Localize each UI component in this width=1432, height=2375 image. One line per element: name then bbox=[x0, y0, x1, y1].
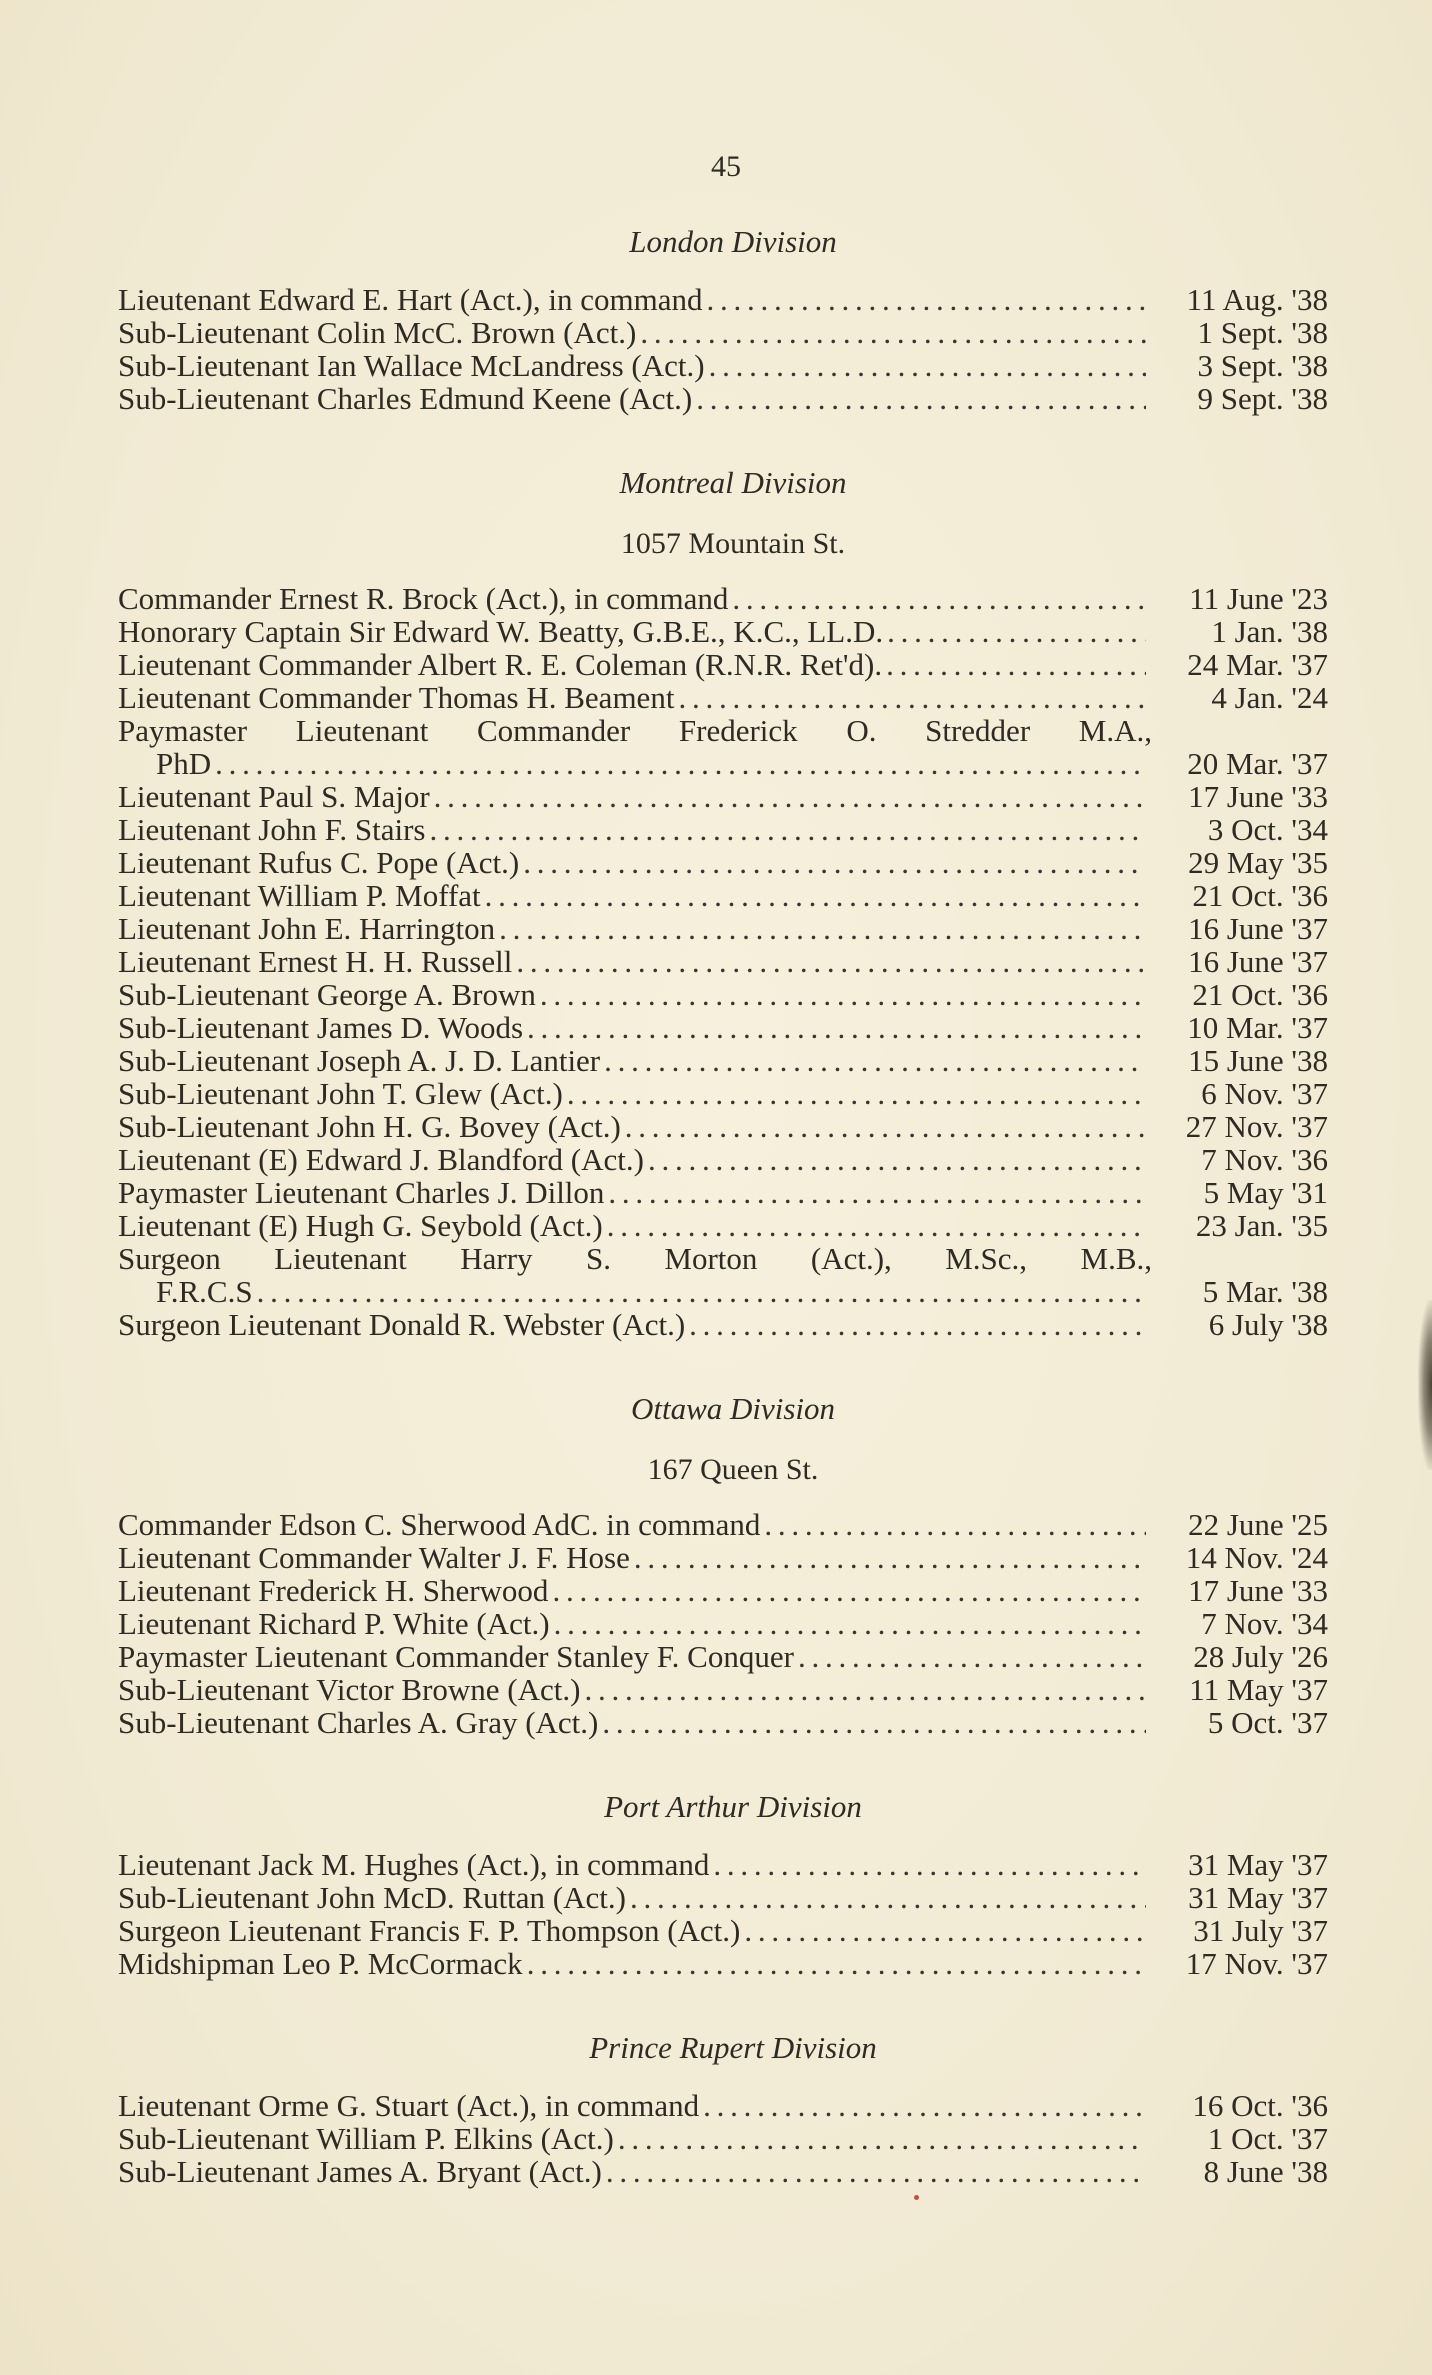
officer-name: Lieutenant John E. Harrington bbox=[118, 911, 496, 946]
officer-name: Sub-Lieutenant John H. G. Bovey (Act.) bbox=[118, 1109, 621, 1144]
officer-entry bbox=[118, 1881, 1328, 1914]
appointment-date: 15 June '38 bbox=[1188, 1043, 1328, 1078]
appointment-date: 31 May '37 bbox=[1188, 1847, 1328, 1882]
officer-entry bbox=[118, 349, 1328, 382]
officer-name: Midshipman Leo P. McCormack bbox=[118, 1946, 523, 1981]
appointment-date: 3 Oct. '34 bbox=[1207, 812, 1328, 847]
officer-entry bbox=[118, 1640, 1328, 1673]
dot-leader bbox=[732, 582, 1146, 615]
officer-name: Lieutenant (E) Edward J. Blandford (Act.) bbox=[118, 1142, 644, 1177]
dot-leader bbox=[713, 1848, 1146, 1881]
dot-leader bbox=[625, 1110, 1146, 1143]
dot-leader bbox=[618, 2122, 1146, 2155]
division-address: 1057 Mountain St. bbox=[620, 527, 846, 560]
officer-list bbox=[118, 1508, 1328, 1739]
appointment-date: 6 Nov. '37 bbox=[1201, 1076, 1328, 1111]
officer-name: Lieutenant Commander Albert R. E. Coleman (R.N.R. Ret'd). bbox=[118, 647, 883, 682]
division-title: Montreal Division bbox=[619, 465, 847, 500]
officer-entry bbox=[118, 1607, 1328, 1640]
officer-entry bbox=[118, 1574, 1328, 1607]
dot-leader bbox=[709, 349, 1146, 382]
officer-name: Sub-Lieutenant Ian Wallace McLandress (Act.) bbox=[118, 348, 705, 383]
appointment-date: 7 Nov. '34 bbox=[1201, 1606, 1328, 1641]
appointment-date: 17 June '33 bbox=[1188, 779, 1328, 814]
dot-leader bbox=[606, 2155, 1146, 2188]
dot-leader bbox=[554, 1607, 1146, 1640]
division-title: Ottawa Division bbox=[630, 1391, 836, 1426]
dot-leader bbox=[584, 1673, 1146, 1706]
officer-entry bbox=[118, 615, 1328, 648]
dot-leader bbox=[764, 1508, 1146, 1541]
section-gap bbox=[118, 1739, 1328, 1787]
officer-name-continued: PhD bbox=[156, 746, 212, 781]
appointment-date: 1 Sept. '38 bbox=[1197, 315, 1328, 350]
division-listing bbox=[118, 222, 1328, 2188]
division-address: 167 Queen St. bbox=[647, 1453, 819, 1486]
dot-leader bbox=[648, 1143, 1146, 1176]
officer-name: Lieutenant Ernest H. H. Russell bbox=[118, 944, 513, 979]
section-gap bbox=[118, 415, 1328, 463]
officer-entry bbox=[118, 945, 1328, 978]
appointment-date: 14 Nov. '24 bbox=[1185, 1540, 1328, 1575]
dot-leader bbox=[604, 1044, 1146, 1077]
officer-entry bbox=[118, 382, 1328, 415]
appointment-date: 16 June '37 bbox=[1188, 944, 1328, 979]
appointment-date: 4 Jan. '24 bbox=[1211, 680, 1328, 715]
dot-leader bbox=[703, 2089, 1146, 2122]
appointment-date: 22 June '25 bbox=[1188, 1507, 1328, 1542]
dot-leader bbox=[744, 1914, 1146, 1947]
appointment-date: 23 Jan. '35 bbox=[1195, 1208, 1328, 1243]
officer-name: Lieutenant Frederick H. Sherwood bbox=[118, 1573, 549, 1608]
officer-name: Lieutenant Edward E. Hart (Act.), in command bbox=[118, 282, 703, 317]
dot-leader bbox=[640, 316, 1146, 349]
officer-entry bbox=[118, 1673, 1328, 1706]
appointment-date: 16 June '37 bbox=[1188, 911, 1328, 946]
appointment-date: 24 Mar. '37 bbox=[1187, 647, 1328, 682]
officer-name: Lieutenant Orme G. Stuart (Act.), in command bbox=[118, 2088, 700, 2123]
appointment-date: 21 Oct. '36 bbox=[1192, 977, 1328, 1012]
dot-leader bbox=[430, 813, 1147, 846]
officer-entry bbox=[118, 2155, 1328, 2188]
dot-leader bbox=[798, 1640, 1146, 1673]
division-section bbox=[118, 222, 1328, 415]
officer-list bbox=[118, 283, 1328, 415]
division-section bbox=[118, 463, 1328, 1341]
dot-leader bbox=[257, 1275, 1146, 1308]
division-section bbox=[118, 1787, 1328, 1980]
division-section bbox=[118, 1389, 1328, 1739]
officer-name: Lieutenant Jack M. Hughes (Act.), in command bbox=[118, 1847, 710, 1882]
officer-entry bbox=[118, 1541, 1328, 1574]
dot-leader bbox=[689, 1308, 1146, 1341]
officer-name: Lieutenant William P. Moffat bbox=[118, 878, 481, 913]
dot-leader bbox=[540, 978, 1146, 1011]
appointment-date: 17 Nov. '37 bbox=[1185, 1946, 1328, 1981]
dot-leader bbox=[499, 912, 1146, 945]
dot-leader bbox=[886, 648, 1146, 681]
dot-leader bbox=[634, 1541, 1146, 1574]
officer-name: Sub-Lieutenant William P. Elkins (Act.) bbox=[118, 2121, 614, 2156]
dot-leader bbox=[434, 780, 1146, 813]
officer-name: Lieutenant Commander Thomas H. Beament bbox=[118, 680, 675, 715]
appointment-date: 31 July '37 bbox=[1193, 1913, 1328, 1948]
officer-entry bbox=[118, 1242, 1328, 1308]
officer-entry bbox=[118, 1914, 1328, 1947]
appointment-date: 3 Sept. '38 bbox=[1197, 348, 1328, 383]
dot-leader bbox=[887, 615, 1146, 648]
officer-name: Surgeon Lieutenant Harry S. Morton (Act.), M.Sc., M.B., bbox=[118, 1241, 1152, 1276]
appointment-date: 1 Oct. '37 bbox=[1207, 2121, 1328, 2156]
appointment-date: 11 June '23 bbox=[1189, 581, 1328, 616]
officer-entry bbox=[118, 1848, 1328, 1881]
officer-name: Lieutenant Richard P. White (Act.) bbox=[118, 1606, 550, 1641]
officer-entry bbox=[118, 681, 1328, 714]
section-gap bbox=[118, 1980, 1328, 2028]
division-section bbox=[118, 2028, 1328, 2188]
dot-leader bbox=[527, 1947, 1146, 1980]
officer-entry bbox=[118, 648, 1328, 681]
officer-list bbox=[118, 2089, 1328, 2188]
officer-list bbox=[118, 582, 1328, 1341]
dot-leader bbox=[630, 1881, 1146, 1914]
appointment-date: 5 Oct. '37 bbox=[1207, 1705, 1328, 1740]
appointment-date: 10 Mar. '37 bbox=[1187, 1010, 1328, 1045]
officer-name: Sub-Lieutenant Charles Edmund Keene (Act.) bbox=[118, 381, 693, 416]
appointment-date: 7 Nov. '36 bbox=[1201, 1142, 1328, 1177]
officer-entry bbox=[118, 879, 1328, 912]
officer-name: Surgeon Lieutenant Donald R. Webster (Act.) bbox=[118, 1307, 686, 1342]
dot-leader bbox=[696, 382, 1146, 415]
appointment-date: 28 July '26 bbox=[1193, 1639, 1328, 1674]
officer-entry bbox=[118, 2122, 1328, 2155]
dot-leader bbox=[678, 681, 1146, 714]
section-gap bbox=[118, 1341, 1328, 1389]
dot-leader bbox=[602, 1706, 1146, 1739]
dot-leader bbox=[523, 846, 1146, 879]
appointment-date: 5 May '31 bbox=[1203, 1175, 1328, 1210]
appointment-date: 5 Mar. '38 bbox=[1202, 1274, 1328, 1309]
officer-entry bbox=[118, 2089, 1328, 2122]
officer-entry bbox=[118, 912, 1328, 945]
appointment-date: 31 May '37 bbox=[1188, 1880, 1328, 1915]
officer-entry bbox=[118, 1209, 1328, 1242]
officer-name: Lieutenant Commander Walter J. F. Hose bbox=[118, 1540, 630, 1575]
officer-name: Sub-Lieutenant James D. Woods bbox=[118, 1010, 524, 1045]
dot-leader bbox=[607, 1209, 1146, 1242]
officer-name: Sub-Lieutenant George A. Brown bbox=[118, 977, 536, 1012]
officer-name: Surgeon Lieutenant Francis F. P. Thompson (Act.) bbox=[118, 1913, 741, 1948]
officer-entry bbox=[118, 978, 1328, 1011]
appointment-date: 8 June '38 bbox=[1203, 2154, 1328, 2189]
officer-name: Paymaster Lieutenant Charles J. Dillon bbox=[118, 1175, 605, 1210]
officer-name: Paymaster Lieutenant Commander Stanley F. Conquer bbox=[118, 1639, 794, 1674]
officer-entry bbox=[118, 1308, 1328, 1341]
division-title: London Division bbox=[629, 224, 837, 259]
dot-leader bbox=[608, 1176, 1146, 1209]
dot-leader bbox=[552, 1574, 1146, 1607]
officer-entry bbox=[118, 846, 1328, 879]
appointment-date: 11 Aug. '38 bbox=[1186, 282, 1328, 317]
officer-name: Commander Edson C. Sherwood AdC. in command bbox=[118, 1507, 761, 1542]
officer-entry bbox=[118, 316, 1328, 349]
ink-speck bbox=[914, 2195, 919, 2200]
officer-name: Sub-Lieutenant John T. Glew (Act.) bbox=[118, 1076, 563, 1111]
officer-name: Sub-Lieutenant Joseph A. J. D. Lantier bbox=[118, 1043, 601, 1078]
officer-name: Lieutenant John F. Stairs bbox=[118, 812, 426, 847]
division-title: Port Arthur Division bbox=[604, 1789, 862, 1824]
appointment-date: 29 May '35 bbox=[1188, 845, 1328, 880]
officer-entry bbox=[118, 1110, 1328, 1143]
page-number: 45 bbox=[711, 150, 741, 183]
officer-entry bbox=[118, 1176, 1328, 1209]
officer-list bbox=[118, 1848, 1328, 1980]
dot-leader bbox=[567, 1077, 1146, 1110]
officer-name: Sub-Lieutenant John McD. Ruttan (Act.) bbox=[118, 1880, 626, 1915]
officer-entry bbox=[118, 1947, 1328, 1980]
officer-entry bbox=[118, 283, 1328, 316]
officer-name: Sub-Lieutenant Colin McC. Brown (Act.) bbox=[118, 315, 637, 350]
officer-entry bbox=[118, 1706, 1328, 1739]
officer-name: Sub-Lieutenant Charles A. Gray (Act.) bbox=[118, 1705, 599, 1740]
officer-name: Sub-Lieutenant Victor Browne (Act.) bbox=[118, 1672, 581, 1707]
officer-name-continued: F.R.C.S bbox=[156, 1274, 253, 1309]
officer-name: Lieutenant Rufus C. Pope (Act.) bbox=[118, 845, 520, 880]
appointment-date: 21 Oct. '36 bbox=[1192, 878, 1328, 913]
officer-entry bbox=[118, 813, 1328, 846]
appointment-date: 6 July '38 bbox=[1208, 1307, 1328, 1342]
dot-leader bbox=[215, 747, 1146, 780]
officer-entry bbox=[118, 1143, 1328, 1176]
division-title: Prince Rupert Division bbox=[589, 2030, 877, 2065]
officer-name: Lieutenant Paul S. Major bbox=[118, 779, 430, 814]
appointment-date: 1 Jan. '38 bbox=[1211, 614, 1328, 649]
appointment-date: 27 Nov. '37 bbox=[1185, 1109, 1328, 1144]
officer-entry bbox=[118, 714, 1328, 780]
officer-entry bbox=[118, 1011, 1328, 1044]
appointment-date: 16 Oct. '36 bbox=[1192, 2088, 1328, 2123]
page-edge-shadow bbox=[1418, 1300, 1432, 1470]
officer-entry bbox=[118, 780, 1328, 813]
dot-leader bbox=[707, 283, 1147, 316]
dot-leader bbox=[527, 1011, 1146, 1044]
officer-name: Sub-Lieutenant James A. Bryant (Act.) bbox=[118, 2154, 602, 2189]
officer-name: Honorary Captain Sir Edward W. Beatty, G.B.E., K.C., LL.D. bbox=[118, 614, 884, 649]
officer-name: Paymaster Lieutenant Commander Frederick O. Stredder M.A., bbox=[118, 713, 1152, 748]
officer-entry bbox=[118, 1077, 1328, 1110]
officer-entry bbox=[118, 1044, 1328, 1077]
dot-leader bbox=[485, 879, 1146, 912]
officer-name: Lieutenant (E) Hugh G. Seybold (Act.) bbox=[118, 1208, 603, 1243]
officer-entry bbox=[118, 582, 1328, 615]
appointment-date: 11 May '37 bbox=[1189, 1672, 1328, 1707]
appointment-date: 20 Mar. '37 bbox=[1187, 746, 1328, 781]
appointment-date: 9 Sept. '38 bbox=[1197, 381, 1328, 416]
appointment-date: 17 June '33 bbox=[1188, 1573, 1328, 1608]
dot-leader bbox=[516, 945, 1146, 978]
officer-name: Commander Ernest R. Brock (Act.), in command bbox=[118, 581, 729, 616]
officer-entry bbox=[118, 1508, 1328, 1541]
